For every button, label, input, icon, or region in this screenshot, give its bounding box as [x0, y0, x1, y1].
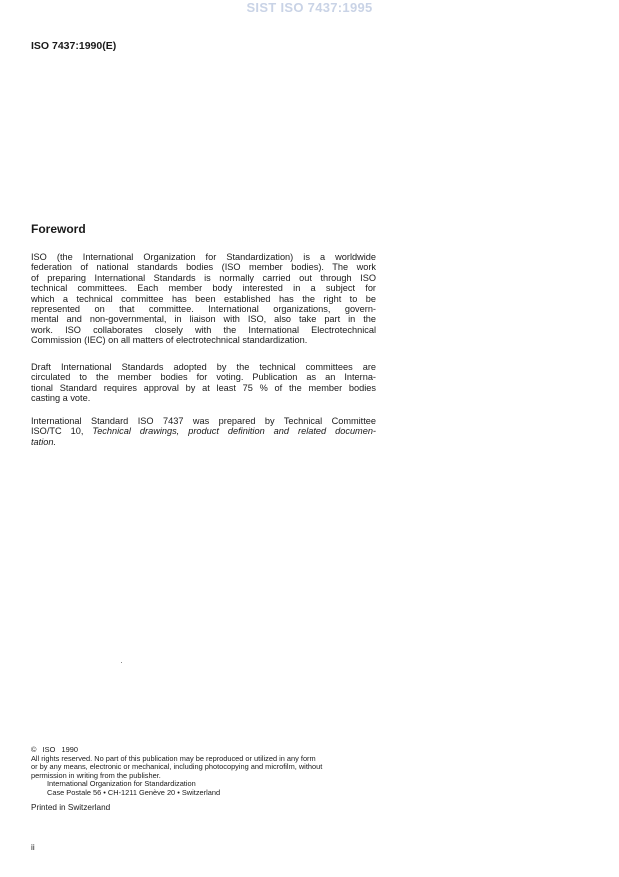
paragraph-line: circulated to the member bodies for voting. Publication as an Interna- — [31, 372, 376, 383]
paragraph-line: International Standard ISO 7437 was prepared by Technical Committee — [31, 416, 376, 426]
address-line: International Organization for Standardization — [47, 779, 196, 789]
paragraph-line: represented on that committee. International organizations, govern- — [31, 304, 376, 315]
page-number: ii — [31, 843, 35, 852]
paragraph-line: technical committees. Each member body interested in a subject for — [31, 283, 376, 294]
watermark: SIST ISO 7437:1995 — [246, 0, 373, 15]
copyright-block — [31, 746, 376, 798]
document-id: ISO 7437:1990(E) — [31, 40, 117, 52]
paragraph-line — [31, 426, 376, 436]
rights-line: or by any means, electronic or mechanical, including photocopying and microfilm, without — [31, 762, 323, 772]
paragraph-line: tional Standard requires approval by at least 75 % of the member bodies — [31, 382, 376, 393]
paragraph-line: federation of national standards bodies (ISO member bodies). The work — [31, 262, 376, 273]
paragraph-line: which a technical committee has been established has the right to be — [31, 293, 376, 304]
foreword-paragraph-3 — [31, 416, 376, 447]
paragraph-line: ISO (the International Organization for Standardization) is a worldwide — [31, 252, 376, 262]
address-line: Case Postale 56 • CH-1211 Genève 20 • Switzerland — [47, 787, 221, 797]
section-title: Foreword — [31, 222, 86, 236]
printed-in: Printed in Switzerland — [31, 803, 111, 812]
rights-line: permission in writing from the publisher. — [31, 770, 161, 780]
committee-title: Technical drawings, product definition and related documen- — [92, 426, 376, 437]
paragraph-line: Commission (IEC) on all matters of electrotechnical standardization. — [31, 335, 308, 346]
copyright-org: ISO — [42, 745, 56, 754]
committee-title-end: tation. — [31, 436, 57, 447]
paragraph-line: mental and non-governmental, in liaison with ISO, also take part in the — [31, 314, 376, 325]
paragraph-line: of preparing International Standards is normally carried out through ISO — [31, 272, 376, 283]
paragraph-line: work. ISO collaborates closely with the International Electrotechnical — [31, 324, 376, 335]
copyright-year: 1990 — [61, 745, 78, 754]
paragraph-line: Draft International Standards adopted by the technical committees are — [31, 362, 376, 372]
rights-line: All rights reserved. No part of this publication may be reproduced or utilized in any form — [31, 753, 316, 763]
foreword-paragraph-1 — [31, 252, 376, 346]
paragraph-line: casting a vote. — [31, 393, 91, 404]
committee-ref: ISO/TC 10, — [31, 426, 93, 437]
foreword-paragraph-2 — [31, 362, 376, 404]
stray-mark — [121, 662, 122, 663]
copyright-symbol: © — [31, 745, 37, 754]
